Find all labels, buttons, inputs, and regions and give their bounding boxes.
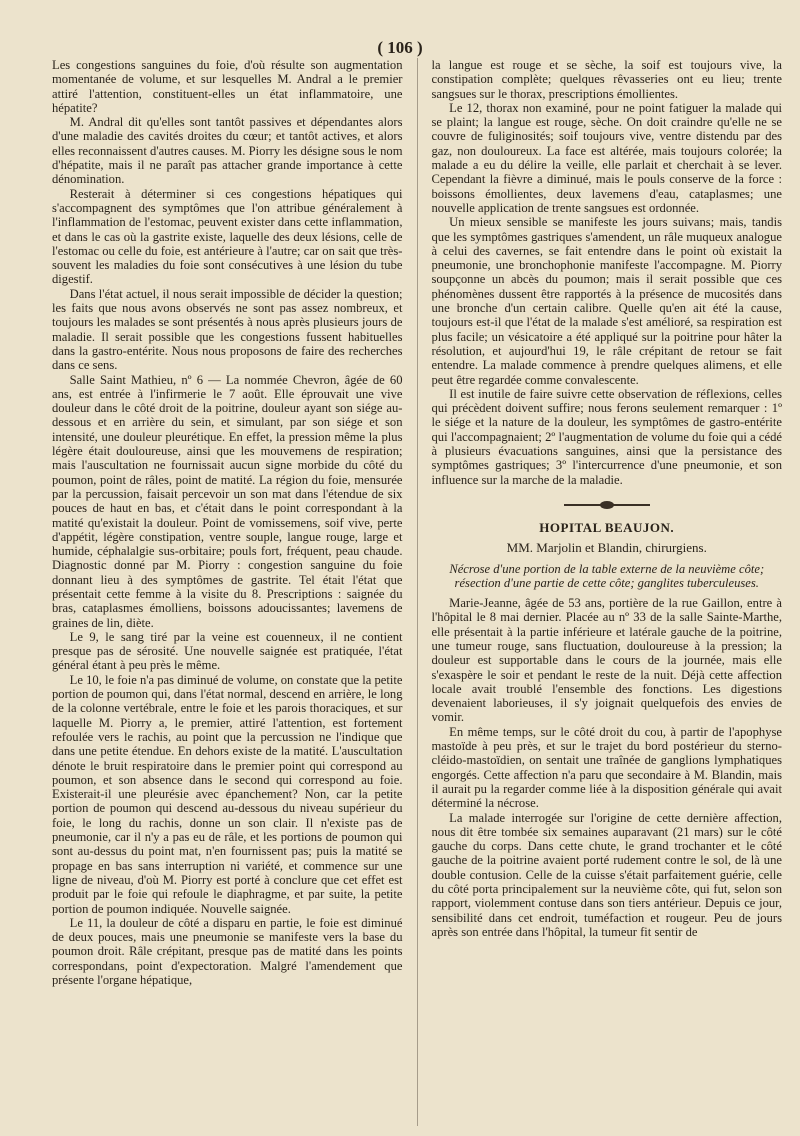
paragraph: Le 11, la douleur de côté a disparu en partie, le foie est diminué de deux pouces, mais une pneumonie se manifeste vers la base du poumon droit. Râle crépitant, presque pas de matité dans les points correspondans, point d'expectoration. Malgré l'amendement que présente l'organe hépatique, <box>52 915 403 987</box>
column-divider <box>417 58 418 1126</box>
paragraph: Le 9, le sang tiré par la veine est couenneux, il ne contient presque pas de sérosité. Une nouvelle saignée est pratiquée, l'état général étant à peu près le même. <box>52 629 403 673</box>
paragraph: Le 10, le foie n'a pas diminué de volume, on constate que la petite portion de poumon qui, dans l'état normal, descend en arrière, le long de la colonne vertébrale, entre le foie et les parois thoraciques, et sur laquelle M. Piorry a, le premier, attiré l'attention, est fortement refoulée vers le rachis, au point que la percussion ne l'indique que dans une petite étendue. En dehors existe de la matité. L'auscultation dénote le bruit respiratoire dans le premier point qui correspond au poumon, et son absence dans le second qui correspond au foie. Existerait-il une pleurésie avec épanchement? Non, car la petite portion de poumon qui descend au-dessous du niveau supérieur du foie, le long du rachis, donne un son clair. Il n'existe pas de pneumonie, car il n'y a pas eu de râle, et les portions de poumon qui sont au-dessus du point mat, n'en fournissent pas; puis la matité se propage en bas sans interruption ni variété, et commence sur une ligne de niveau, d'où M. Piorry est porté à conclure que cet effet est produit par le foie qui refoule le diaphragme, et par suite, la petite portion de poumon indiquée. Nouvelle saignée. <box>52 672 403 916</box>
right-column <box>432 58 783 1126</box>
left-column <box>52 58 403 1126</box>
case-title: Nécrose d'une portion de la table externe de la neuvième côte; résection d'une partie de cette côte; ganglites tuberculeuses. <box>449 561 765 590</box>
paragraph: Un mieux sensible se manifeste les jours suivans; mais, tandis que les symptômes gastriques s'amendent, un râle muqueux analogue à celui des cavernes, se fait entendre dans le point où existait la pneumonie, une bronchophonie manifeste l'accompagne. M. Piorry soupçonne un abcès du poumon; mais il serait possible que ces phénomènes dussent être rapportés à la présence de mucosités dans une bronche d'un certain calibre. Quelle qu'en ait été la cause, toujours est-il que l'état de la malade s'est amélioré, sa respiration est plus facile; un vésicatoire a été appliqué sur la poitrine pour hâter la résolution, et aujourd'hui 19, le râle crépitant de retour se fait entendre. La malade commence à prendre quelques alimens, et elle peut être regardée comme convalescente. <box>431 215 782 387</box>
paragraph: Il est inutile de faire suivre cette observation de réflexions, celles qui précèdent doivent suffire; nous ferons seulement remarquer : 1º le siége et la nature de la douleur, les symptômes de gastro-entérite qui l'accompagnaient; 2º l'augmentation de volume du foie qui a cédé à plusieurs évacuations sanguines, ainsi que la persistance des symptômes gastriques; 3º l'intercurrence d'une pneumonie, et son influence sur la marche de la maladie. <box>431 386 782 487</box>
paragraph: En même temps, sur le côté droit du cou, à partir de l'apophyse mastoïde à peu près, et sur le trajet du bord postérieur du sterno-cléido-mastoïdien, on sentait une traînée de ganglions lymphatiques engorgés. Cette affection n'a paru que secondaire à M. Blandin, mais il aurait pu la regarder comme liée à la disposition générale qui avait déterminé la nécrose. <box>431 724 782 811</box>
paragraph: M. Andral dit qu'elles sont tantôt passives et dépendantes alors d'une maladie des cavités droites du cœur; et tantôt actives, et alors elles reconnaissent d'autres causes. M. Piorry les désigne sous le nom d'hépatite, mais il ne paraît pas attacher grande importance à cette dénomination. <box>52 115 403 187</box>
section-subheading: MM. Marjolin et Blandin, chirurgiens. <box>506 540 707 556</box>
paragraph: Resterait à déterminer si ces congestions hépatiques qui s'accompagnent des symptômes que l'on attribue généralement à l'inflammation de l'estomac, peuvent exister dans cette inflammation, et dans le cas où la gastrite existe, laquelle des deux lésions, celle de l'estomac ou celle du foie, est antérieure à l'autre; car on sait que très-souvent les maladies du foie sont consécutives à une lésion du tube digestif. <box>52 186 403 287</box>
two-column-body <box>52 58 782 1126</box>
paragraph: Le 12, thorax non examiné, pour ne point fatiguer la malade qui se plaint; la langue est rouge, sèche. On doit craindre qu'elle ne se couvre de fuliginosités; soif toujours vive, ventre distendu par des gaz, non douloureux. La face est altérée, mais toujours colorée; la malade a eu du délire la veille, elle parlait et cherchait à se lever. Cependant la fièvre a diminué, mais le pouls conserve de la force : boissons émollientes, deux lavemens d'eau, cataplasmes; une nouvelle application de trente sangsues est ordonnée. <box>431 100 782 215</box>
paragraph: Marie-Jeanne, âgée de 53 ans, portière de la rue Gaillon, entre à l'hôpital le 8 mai dernier. Placée au nº 33 de la salle Sainte-Marthe, elle présentait à la partie inférieure et latérale gauche de la poitrine, une tumeur rouge, sans fluctuation, douloureuse à la pression; la douleur est supportable dans le cours de la journée, mais elle s'exaspère le soir et pendant le reste de la nuit. Déjà cette affection locale avait troublé l'ensemble des fonctions. Les digestions devenaient laborieuses, il s'y joignait quelquefois des envies de vomir. <box>431 596 782 725</box>
paragraph: Les congestions sanguines du foie, d'où résulte son augmentation momentanée de volume, et sur lesquelles M. Andral a le premier attiré l'attention, constituent-elles un état inflammatoire, une hépatite? <box>52 58 403 115</box>
paragraph: Salle Saint Mathieu, nº 6 — La nommée Chevron, âgée de 60 ans, est entrée à l'infirmerie le 7 août. Elle éprouvait une vive douleur dans le côté droit de la poitrine, douleur ayant son siége au-dessous et en arrière du sein, et simulant, par son siége et son intensité, une douleur pleurétique. En effet, la pression même la plus légère était douloureuse, ainsi que les mouvemens de respiration; mais l'auscultation ne fournissait aucun signe morbide du côté du poumon, point de râles, point de matité. La région du foie, mensurée par la percussion, faisait percevoir un son mat dans l'étendue de six pouces de haut en bas, et c'était dans le point correspondant à la matité qu'existait la douleur. Point de vomissemens, soif vive, perte d'appétit, légère constipation, ventre souple, langue rouge, large et humide, céphalalgie sus-orbitaire; pouls fort, fréquent, peau chaude. Diagnostic donné par M. Piorry : congestion sanguine du foie donnant lieu à des symptômes de gastrite. Tel était l'état que présentait cette femme à la visite du 8. Prescriptions : saignée du bras, cataplasmes émolliens, boissons adoucissantes; lavemens de graines de lin, diète. <box>52 372 403 630</box>
section-heading: HOPITAL BEAUJON. <box>539 519 675 535</box>
paragraph: Dans l'état actuel, il nous serait impossible de décider la question; les faits que nous avons observés ne sont pas assez nombreux, et toujours les malades se sont présentés à nous après plusieurs jours de maladie. Il serait possible que les congestions fussent habituelles dans la gastro-entérite. Nous nous proposons de faire des recherches dans ce sens. <box>52 286 403 373</box>
ornament-separator <box>564 501 650 509</box>
paragraph: la langue est rouge et se sèche, la soif est toujours vive, la constipation complète; quelques rêvasseries ont eu lieu; trente sangsues sur le thorax, prescriptions émollientes. <box>431 58 782 101</box>
page-number: ( 106 ) <box>377 38 423 57</box>
paragraph: La malade interrogée sur l'origine de cette dernière affection, nous dit être tombée six semaines auparavant (21 mars) sur le côté gauche du corps. Dans cette chute, le grand trochanter et le côté gauche de la poitrine avaient porté rudement contre le sol, de là une double contusion. Celle de la cuisse s'était parfaitement guérie, celle du côté porta principalement sur la neuvième côte, qui fut, selon son rapport, violemment contuse dans son tiers antérieur. Depuis ce jour, sensibilité dans cet endroit, tuméfaction et rougeur. Peu de jours après son entrée dans l'hôpital, la tumeur fit sentir de <box>431 810 782 939</box>
